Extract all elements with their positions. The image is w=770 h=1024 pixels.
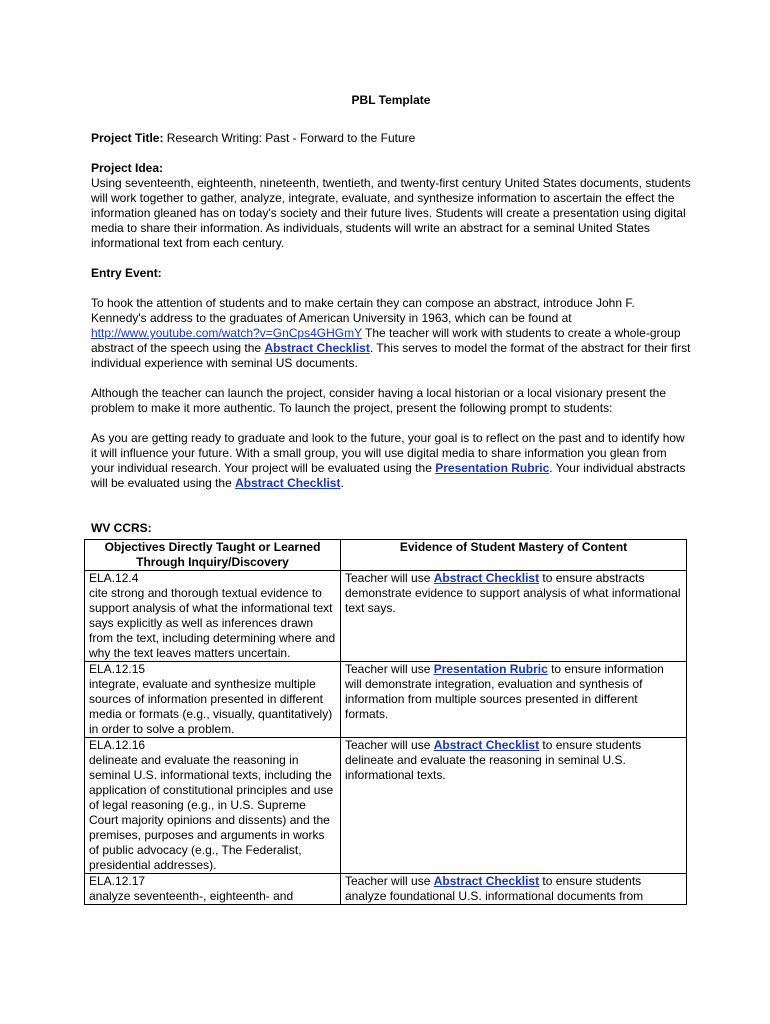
entry-p3-text-c: .: [340, 476, 344, 490]
evidence-text: to ensure abstracts demonstrate evidence to support analysis of what informational text says.: [345, 571, 681, 615]
entry-p3-text-b: . Your individual abstracts will be evaluated using the: [91, 461, 686, 490]
objectives-table: [84, 539, 687, 905]
standard-code: ELA.12.17: [89, 874, 146, 888]
table-row: [85, 738, 687, 874]
teacher-prefix: Teacher will use: [345, 571, 434, 585]
objective-text: cite strong and thorough textual evidence to support analysis of what the informational text says explicitly as well as inferences drawn from the text, including determining where and why the text leaves matters uncertain.: [89, 586, 336, 660]
entry-p1-text-c: . This serves to model the format of the abstract for their first individual experience with seminal US documents.: [91, 341, 691, 370]
table-row: [85, 662, 687, 738]
evidence-text: to ensure information will demonstrate integration, evaluation and synthesis of information from multiple sources presented in different formats.: [345, 662, 664, 721]
standard-code: ELA.12.15: [89, 662, 146, 676]
youtube-link[interactable]: http://www.youtube.com/watch?v=GnCps4GHGmY: [91, 326, 362, 340]
objective-text: analyze seventeenth-, eighteenth- and: [89, 889, 294, 903]
entry-p1-text-b: The teacher will work with students to create a whole-group abstract of the speech using the: [91, 326, 681, 355]
wv-ccrs-heading: WV CCRS:: [91, 521, 152, 535]
abstract-checklist-link[interactable]: Abstract Checklist: [433, 571, 540, 585]
entry-p3-text-a: As you are getting ready to graduate and look to the future, your goal is to reflect on the past and to identify how it will influence your future. With a small group, you will use digital media to share information you glean from your individual research. Your project will be evaluated using the: [91, 431, 685, 475]
document-body: [91, 93, 691, 536]
table-row: [85, 571, 687, 662]
evidence-text: to ensure students analyze foundational U.S. informational documents from: [345, 874, 644, 903]
presentation-rubric-link[interactable]: Presentation Rubric: [433, 662, 548, 676]
entry-event-paragraph-3: [91, 431, 691, 491]
evidence-text: to ensure students delineate and evaluate the reasoning in seminal U.S. informational texts.: [345, 738, 642, 782]
presentation-rubric-link[interactable]: Presentation Rubric: [435, 461, 550, 475]
teacher-prefix: Teacher will use: [345, 662, 434, 676]
evidence-cell: [341, 874, 687, 905]
entry-p1-text-a: To hook the attention of students and to make certain they can compose an abstract, introduce John F. Kennedy's address to the graduates of American University in 1963, which can be found at: [91, 296, 635, 325]
teacher-prefix: Teacher will use: [345, 738, 434, 752]
objectives-column-header: Objectives Directly Taught or Learned Through Inquiry/Discovery: [85, 540, 341, 571]
teacher-prefix: Teacher will use: [345, 874, 434, 888]
evidence-cell: [341, 662, 687, 738]
project-title-label: Project Title:: [91, 131, 164, 145]
entry-event-heading: Entry Event:: [91, 266, 162, 280]
objective-text: delineate and evaluate the reasoning in seminal U.S. informational texts, including the application of constitutional principles and use of legal reasoning (e.g., in U.S. Supreme Court majority opinions and dissents) and the premises, purposes and arguments in works of public advocacy (e.g., The Federalist, presidential addresses).: [89, 753, 334, 872]
abstract-checklist-link[interactable]: Abstract Checklist: [433, 874, 540, 888]
abstract-checklist-link[interactable]: Abstract Checklist: [264, 341, 370, 355]
standard-code: ELA.12.16: [89, 738, 146, 752]
project-title-line: [91, 131, 691, 146]
evidence-cell: [341, 571, 687, 662]
document-title: PBL Template: [351, 93, 431, 107]
evidence-cell: [341, 738, 687, 874]
objective-cell: [85, 874, 341, 905]
entry-event-paragraph-1: [91, 296, 691, 371]
entry-event-paragraph-2: Although the teacher can launch the project, consider having a local historian or a local visionary present the problem to make it more authentic. To launch the project, present the following prompt to students:: [91, 386, 667, 415]
objective-cell: [85, 662, 341, 738]
evidence-column-header: Evidence of Student Mastery of Content: [341, 540, 687, 571]
abstract-checklist-link[interactable]: Abstract Checklist: [433, 738, 540, 752]
project-idea-text: Using seventeenth, eighteenth, nineteenth, twentieth, and twenty-first century United States documents, students will work together to gather, analyze, integrate, evaluate, and synthesize information to ascertain the effect the information gleaned has on today's society and their future lives. Students will create a presentation using digital media to share their information. As individuals, students will write an abstract for a seminal United States informational text from each century.: [91, 176, 691, 250]
table-header-row: [85, 540, 687, 571]
table-row: [85, 874, 687, 905]
project-title-value: Research Writing: Past - Forward to the Future: [163, 131, 416, 145]
project-idea-heading: Project Idea:: [91, 161, 164, 175]
objective-cell: [85, 571, 341, 662]
objective-cell: [85, 738, 341, 874]
standard-code: ELA.12.4: [89, 571, 139, 585]
objective-text: integrate, evaluate and synthesize multiple sources of information presented in different media or formats (e.g., visually, quantitatively) in order to solve a problem.: [89, 677, 333, 736]
abstract-checklist-link[interactable]: Abstract Checklist: [235, 476, 341, 490]
